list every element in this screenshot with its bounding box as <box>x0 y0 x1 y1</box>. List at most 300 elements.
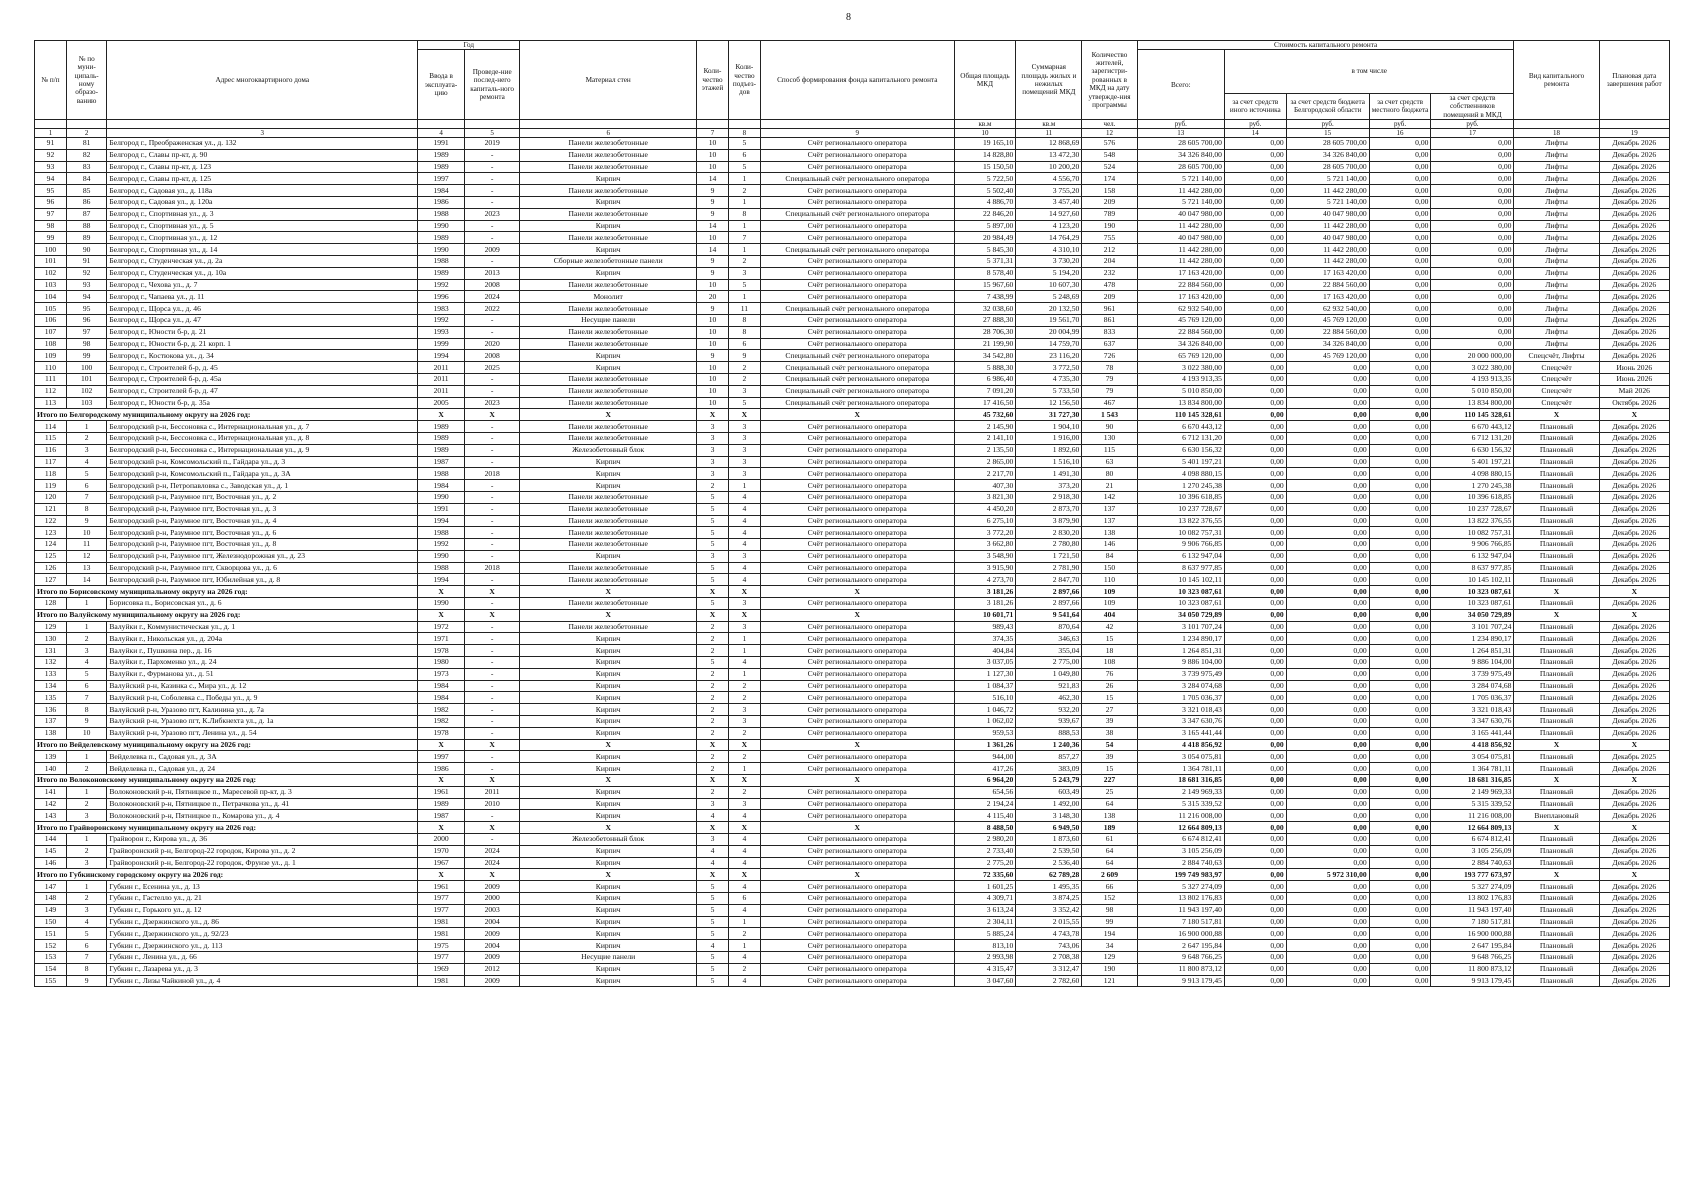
table-cell: 0,00 <box>1224 314 1286 326</box>
table-cell: 25 <box>1082 786 1137 798</box>
table-cell: 10 <box>697 149 729 161</box>
table-cell: Губкин г., Дзержинского ул., д. 86 <box>107 916 418 928</box>
table-cell: 110 <box>35 362 67 374</box>
table-row <box>35 975 1670 987</box>
table-cell: Декабрь 2026 <box>1599 255 1669 267</box>
subtotal-cell: 0,00 <box>1369 409 1431 421</box>
table-cell: 12 <box>66 550 106 562</box>
table-cell: 0,00 <box>1369 963 1431 975</box>
table-row <box>35 539 1670 551</box>
table-cell: Валуйки г., Фурманова ул., д. 51 <box>107 668 418 680</box>
table-cell: 1982 <box>418 716 465 728</box>
table-cell: 4 098 880,15 <box>1431 468 1514 480</box>
table-cell: Специальный счёт регионального оператора <box>760 173 954 185</box>
subtotal-label: Итого по Борисовскому муниципальному округу на 2026 год: <box>35 586 418 598</box>
table-cell: Счёт регионального оператора <box>760 326 954 338</box>
table-cell: 209 <box>1082 291 1137 303</box>
table-cell: 10 200,20 <box>1016 161 1082 173</box>
table-cell: Плановый <box>1514 515 1599 527</box>
table-cell: Счёт регионального оператора <box>760 314 954 326</box>
table-cell: 10 <box>697 385 729 397</box>
table-cell: Панели железобетонные <box>520 503 697 515</box>
subtotal-cell: 4 418 856,92 <box>1137 739 1224 751</box>
table-cell: - <box>464 385 519 397</box>
table-cell: Губкин г., Дзержинского ул., д. 113 <box>107 940 418 952</box>
table-cell: Белгород г., Спортивная ул., д. 3 <box>107 208 418 220</box>
table-cell: 2 918,30 <box>1016 491 1082 503</box>
table-cell: 2 <box>697 645 729 657</box>
table-cell: Декабрь 2026 <box>1599 928 1669 940</box>
table-cell: Грайворонский р-н, Белгород-22 городок, Фрунзе ул., д. 1 <box>107 857 418 869</box>
unit-cell: кв.м <box>954 120 1016 129</box>
subtotal-cell: 0,00 <box>1286 775 1369 787</box>
table-cell: 3 613,24 <box>954 904 1016 916</box>
table-cell: 2 304,11 <box>954 916 1016 928</box>
table-cell: 62 932 540,00 <box>1137 303 1224 315</box>
table-cell: Декабрь 2026 <box>1599 657 1669 669</box>
table-cell: Счёт регионального оператора <box>760 763 954 775</box>
table-cell: - <box>464 373 519 385</box>
table-cell: Кирпич <box>520 468 697 480</box>
table-cell: 3 <box>66 810 106 822</box>
table-cell: 2 <box>697 786 729 798</box>
table-cell: 4 <box>728 857 760 869</box>
table-cell: - <box>464 645 519 657</box>
table-cell: Лифты <box>1514 303 1599 315</box>
table-cell: 1989 <box>418 267 465 279</box>
table-cell: 94 <box>35 173 67 185</box>
table-cell: - <box>464 763 519 775</box>
subtotal-cell: 0,00 <box>1369 822 1431 834</box>
table-cell: 1967 <box>418 857 465 869</box>
table-cell: 2009 <box>464 951 519 963</box>
table-row <box>35 362 1670 374</box>
table-cell: 10 145 102,11 <box>1431 574 1514 586</box>
table-cell: Счёт регионального оператора <box>760 220 954 232</box>
table-row <box>35 267 1670 279</box>
table-cell: 3 915,90 <box>954 562 1016 574</box>
table-cell: 144 <box>35 834 67 846</box>
table-cell: 2 <box>66 893 106 905</box>
table-cell: 1988 <box>418 562 465 574</box>
table-cell: 0,00 <box>1286 692 1369 704</box>
table-cell: Плановый <box>1514 657 1599 669</box>
table-cell: 0,00 <box>1369 951 1431 963</box>
table-cell: 3 879,90 <box>1016 515 1082 527</box>
table-cell: 1991 <box>418 503 465 515</box>
table-cell: 0,00 <box>1286 515 1369 527</box>
table-cell: Счёт регионального оператора <box>760 338 954 350</box>
table-cell: Панели железобетонные <box>520 338 697 350</box>
table-cell: 0,00 <box>1286 432 1369 444</box>
table-cell: Плановый <box>1514 975 1599 987</box>
table-cell: Губкин г., Горького ул., д. 12 <box>107 904 418 916</box>
table-cell: 1984 <box>418 185 465 197</box>
table-cell: 3 312,47 <box>1016 963 1082 975</box>
table-cell: Кирпич <box>520 975 697 987</box>
table-cell: 5 721 140,00 <box>1137 196 1224 208</box>
table-cell: 2 847,70 <box>1016 574 1082 586</box>
subtotal-cell: 4 418 856,92 <box>1431 739 1514 751</box>
table-cell: 2020 <box>464 338 519 350</box>
table-cell: 2 <box>66 845 106 857</box>
table-cell: 1992 <box>418 279 465 291</box>
column-number-cell: 16 <box>1369 129 1431 138</box>
table-cell: 7 180 517,81 <box>1431 916 1514 928</box>
unit-cell <box>464 120 519 129</box>
table-cell: 1975 <box>418 940 465 952</box>
table-cell: 4 735,30 <box>1016 373 1082 385</box>
table-cell: Сборные железобетонные панели <box>520 255 697 267</box>
subtotal-label: Итого по Волоконовскому муниципальному округу на 2026 год: <box>35 775 418 787</box>
table-cell: 140 <box>35 763 67 775</box>
subtotal-cell: 0,00 <box>1224 586 1286 598</box>
table-cell: 2 217,70 <box>954 468 1016 480</box>
table-cell: 5 315 339,52 <box>1137 798 1224 810</box>
table-cell: 6 <box>66 480 106 492</box>
table-cell: Декабрь 2026 <box>1599 491 1669 503</box>
table-cell: Панели железобетонные <box>520 326 697 338</box>
table-cell: 148 <box>35 893 67 905</box>
table-cell: 1 <box>66 834 106 846</box>
table-cell: 11 800 873,12 <box>1431 963 1514 975</box>
table-cell: Панели железобетонные <box>520 562 697 574</box>
header-floors: Коли-чество этажей <box>697 41 729 120</box>
table-row <box>35 881 1670 893</box>
table-cell: Декабрь 2026 <box>1599 963 1669 975</box>
table-cell: Декабрь 2026 <box>1599 562 1669 574</box>
table-cell: Кирпич <box>520 550 697 562</box>
header-year-last-repair: Проведе-ние послед-него капиталь-ного ремонта <box>464 50 519 120</box>
table-cell: 34 326 840,00 <box>1286 149 1369 161</box>
table-cell: 0,00 <box>1431 326 1514 338</box>
table-cell: 7 <box>66 951 106 963</box>
table-cell: 1990 <box>418 598 465 610</box>
table-cell: 0,00 <box>1286 527 1369 539</box>
subtotal-cell: 0,00 <box>1369 586 1431 598</box>
table-cell: Губкин г., Дзержинского ул., д. 92/23 <box>107 928 418 940</box>
table-cell: 8 <box>728 326 760 338</box>
subtotal-cell: 0,00 <box>1286 609 1369 621</box>
table-cell: 0,00 <box>1369 314 1431 326</box>
table-cell: 1984 <box>418 480 465 492</box>
table-cell: Кирпич <box>520 916 697 928</box>
table-cell: Лифты <box>1514 267 1599 279</box>
table-cell: 959,53 <box>954 727 1016 739</box>
subtotal-cell: 0,00 <box>1224 775 1286 787</box>
table-cell: 14 <box>697 244 729 256</box>
table-cell: 111 <box>35 373 67 385</box>
subtotal-cell: 199 749 983,97 <box>1137 869 1224 881</box>
table-cell: - <box>464 196 519 208</box>
unit-cell: руб. <box>1369 120 1431 129</box>
table-cell: 0,00 <box>1286 598 1369 610</box>
subtotal-cell: X <box>1599 822 1669 834</box>
table-cell: 64 <box>1082 845 1137 857</box>
subtotal-cell: 0,00 <box>1224 609 1286 621</box>
table-cell: 93 <box>66 279 106 291</box>
table-cell: Панели железобетонные <box>520 621 697 633</box>
table-cell: 10 <box>66 727 106 739</box>
table-cell: Белгород г., Славы пр-кт, д. 123 <box>107 161 418 173</box>
table-cell: 0,00 <box>1224 857 1286 869</box>
table-cell: 0,00 <box>1369 279 1431 291</box>
table-cell: Счёт регионального оператора <box>760 716 954 728</box>
table-cell: Декабрь 2026 <box>1599 432 1669 444</box>
header-units-row <box>35 120 1670 129</box>
table-cell: 0,00 <box>1369 727 1431 739</box>
table-cell: 0,00 <box>1369 397 1431 409</box>
table-row <box>35 232 1670 244</box>
table-cell: 9 906 766,85 <box>1431 539 1514 551</box>
table-cell: 6 712 131,20 <box>1431 432 1514 444</box>
column-number-cell: 2 <box>66 129 106 138</box>
table-cell: 89 <box>66 232 106 244</box>
table-cell: 2 708,38 <box>1016 951 1082 963</box>
table-cell: 0,00 <box>1286 645 1369 657</box>
table-cell: 9 <box>697 196 729 208</box>
table-cell: 107 <box>35 326 67 338</box>
table-cell: 6 <box>728 893 760 905</box>
subtotal-cell: X <box>728 739 760 751</box>
table-cell: 1 084,37 <box>954 680 1016 692</box>
table-row <box>35 314 1670 326</box>
table-cell: 0,00 <box>1224 763 1286 775</box>
table-cell: Счёт регионального оператора <box>760 539 954 551</box>
table-row <box>35 138 1670 150</box>
subtotal-cell: 10 323 087,61 <box>1431 586 1514 598</box>
table-cell: 11 216 008,00 <box>1431 810 1514 822</box>
table-cell: 81 <box>66 138 106 150</box>
subtotal-cell: X <box>418 586 465 598</box>
table-cell: 870,64 <box>1016 621 1082 633</box>
table-cell: 0,00 <box>1224 350 1286 362</box>
table-cell: 1978 <box>418 645 465 657</box>
table-cell: Июнь 2026 <box>1599 362 1669 374</box>
table-row <box>35 645 1670 657</box>
table-cell: 0,00 <box>1369 763 1431 775</box>
table-cell: Белгород г., Студенческая ул., д. 2а <box>107 255 418 267</box>
table-cell: 3 <box>697 550 729 562</box>
table-cell: 1970 <box>418 845 465 857</box>
table-cell: 0,00 <box>1224 432 1286 444</box>
table-cell: 10 082 757,31 <box>1137 527 1224 539</box>
subtotal-cell: 1 240,36 <box>1016 739 1082 751</box>
table-cell: 0,00 <box>1286 798 1369 810</box>
table-cell: 138 <box>35 727 67 739</box>
column-number-cell: 15 <box>1286 129 1369 138</box>
table-cell: 11 442 280,00 <box>1137 185 1224 197</box>
table-cell: 34 326 840,00 <box>1286 338 1369 350</box>
table-cell: Октябрь 2026 <box>1599 397 1669 409</box>
table-cell: 2 <box>697 480 729 492</box>
table-cell: 3 047,60 <box>954 975 1016 987</box>
table-cell: 1 492,00 <box>1016 798 1082 810</box>
column-number-cell: 3 <box>107 129 418 138</box>
table-cell: 109 <box>35 350 67 362</box>
table-cell: 115 <box>35 432 67 444</box>
table-cell: 1978 <box>418 727 465 739</box>
table-cell: Специальный счёт регионального оператора <box>760 385 954 397</box>
table-cell: - <box>464 680 519 692</box>
table-cell: 10 396 618,85 <box>1137 491 1224 503</box>
table-cell: Декабрь 2026 <box>1599 633 1669 645</box>
table-row <box>35 515 1670 527</box>
table-cell: 1972 <box>418 621 465 633</box>
table-cell: 7 091,20 <box>954 385 1016 397</box>
table-cell: 6 670 443,12 <box>1431 421 1514 433</box>
table-cell: 0,00 <box>1369 432 1431 444</box>
table-cell: 3 022 380,00 <box>1431 362 1514 374</box>
table-cell: Панели железобетонные <box>520 161 697 173</box>
subtotal-cell: X <box>1514 775 1599 787</box>
table-cell: 5 888,30 <box>954 362 1016 374</box>
table-cell: 22 884 560,00 <box>1137 279 1224 291</box>
table-cell: 1989 <box>418 232 465 244</box>
table-cell: 102 <box>66 385 106 397</box>
table-cell: 1999 <box>418 338 465 350</box>
table-cell: 0,00 <box>1369 303 1431 315</box>
table-cell: Валуйский р-н, Уразово пгт, К.Либкнехта ул., д. 1а <box>107 716 418 728</box>
table-cell: 2 647 195,84 <box>1431 940 1514 952</box>
table-cell: Панели железобетонные <box>520 421 697 433</box>
table-cell: 861 <box>1082 314 1137 326</box>
table-cell: Вейделевка п., Садовая ул., д. 24 <box>107 763 418 775</box>
table-cell: Белгород г., Спортивная ул., д. 12 <box>107 232 418 244</box>
table-cell: 0,00 <box>1224 515 1286 527</box>
table-cell: 129 <box>35 621 67 633</box>
table-cell: 5 <box>697 904 729 916</box>
table-cell: Валуйки г., Пушкина пер., д. 16 <box>107 645 418 657</box>
table-cell: 2 536,40 <box>1016 857 1082 869</box>
table-cell: 10 <box>697 326 729 338</box>
table-cell: 3 457,40 <box>1016 196 1082 208</box>
table-cell: 143 <box>35 810 67 822</box>
table-cell: 0,00 <box>1286 539 1369 551</box>
subtotal-cell: X <box>1514 586 1599 598</box>
table-cell: 209 <box>1082 196 1137 208</box>
table-cell: 1988 <box>418 468 465 480</box>
table-cell: 4 <box>728 657 760 669</box>
subtotal-cell: X <box>1599 775 1669 787</box>
table-cell: Железобетонный блок <box>520 834 697 846</box>
table-cell: 9 913 179,45 <box>1137 975 1224 987</box>
table-cell: Счёт регионального оператора <box>760 149 954 161</box>
table-cell: 1 491,30 <box>1016 468 1082 480</box>
table-cell: 98 <box>35 220 67 232</box>
table-cell: 1989 <box>418 421 465 433</box>
table-cell: 3 <box>697 834 729 846</box>
table-cell: Плановый <box>1514 645 1599 657</box>
table-cell: 1977 <box>418 893 465 905</box>
table-cell: 2009 <box>464 244 519 256</box>
table-cell: 5 <box>697 916 729 928</box>
table-cell: 10 323 087,61 <box>1431 598 1514 610</box>
table-cell: 0,00 <box>1286 456 1369 468</box>
table-cell: 0,00 <box>1286 550 1369 562</box>
table-cell: 85 <box>66 185 106 197</box>
subtotal-cell: 0,00 <box>1369 869 1431 881</box>
table-cell: 7 <box>66 692 106 704</box>
table-row <box>35 668 1670 680</box>
table-cell: 5 248,69 <box>1016 291 1082 303</box>
table-cell: 17 163 420,00 <box>1286 291 1369 303</box>
table-cell: 18 <box>1082 645 1137 657</box>
table-cell: 0,00 <box>1369 385 1431 397</box>
table-cell: Белгородский р-н, Разумное пгт, Восточная ул., д. 6 <box>107 527 418 539</box>
table-cell: 27 <box>1082 704 1137 716</box>
table-cell: 1 364 781,11 <box>1431 763 1514 775</box>
table-cell: - <box>464 314 519 326</box>
table-row <box>35 834 1670 846</box>
table-cell: Плановый <box>1514 491 1599 503</box>
table-cell: 0,00 <box>1286 845 1369 857</box>
unit-cell <box>66 120 106 129</box>
table-cell: 137 <box>1082 503 1137 515</box>
table-cell: 3 181,26 <box>954 598 1016 610</box>
table-cell: 0,00 <box>1286 786 1369 798</box>
table-cell: 2 <box>728 680 760 692</box>
table-cell: Лифты <box>1514 149 1599 161</box>
page-number: 8 <box>846 12 851 23</box>
subtotal-cell: X <box>697 775 729 787</box>
table-cell: Лифты <box>1514 208 1599 220</box>
subtotal-cell: X <box>760 739 954 751</box>
table-cell: 2 <box>66 633 106 645</box>
table-cell: 4 <box>728 881 760 893</box>
table-cell: Плановый <box>1514 904 1599 916</box>
table-cell: 2 135,50 <box>954 444 1016 456</box>
table-cell: 0,00 <box>1369 716 1431 728</box>
header-including-group: в том числе <box>1224 50 1514 93</box>
table-cell: 0,00 <box>1369 456 1431 468</box>
table-cell: 126 <box>35 562 67 574</box>
table-cell: 116 <box>35 444 67 456</box>
table-cell: 14 759,70 <box>1016 338 1082 350</box>
table-cell: 0,00 <box>1431 244 1514 256</box>
table-cell: Кирпич <box>520 173 697 185</box>
table-cell: 355,04 <box>1016 645 1082 657</box>
table-cell: 2 <box>66 432 106 444</box>
table-cell: 5 <box>66 668 106 680</box>
table-cell: 38 <box>1082 727 1137 739</box>
table-cell: 5 315 339,52 <box>1431 798 1514 810</box>
table-cell: Декабрь 2026 <box>1599 244 1669 256</box>
table-cell: 3 548,90 <box>954 550 1016 562</box>
header-total-area: Общая площадь МКД <box>954 41 1016 120</box>
table-cell: 1 916,00 <box>1016 432 1082 444</box>
table-cell: 4 193 913,35 <box>1431 373 1514 385</box>
table-cell: 232 <box>1082 267 1137 279</box>
table-cell: 2 <box>697 716 729 728</box>
table-cell: Счёт регионального оператора <box>760 751 954 763</box>
table-cell: 3 347 630,76 <box>1431 716 1514 728</box>
table-cell: Плановый <box>1514 574 1599 586</box>
table-row <box>35 763 1670 775</box>
table-cell: 0,00 <box>1224 692 1286 704</box>
table-cell: 3 352,42 <box>1016 904 1082 916</box>
table-cell: 0,00 <box>1369 916 1431 928</box>
table-cell: 2008 <box>464 350 519 362</box>
subtotal-label: Итого по Вейделевскому муниципальному округу на 2026 год: <box>35 739 418 751</box>
table-cell: Декабрь 2026 <box>1599 185 1669 197</box>
table-cell: 20 984,49 <box>954 232 1016 244</box>
table-cell: Белгород г., Преображенская ул., д. 132 <box>107 138 418 150</box>
table-cell: 2 <box>728 751 760 763</box>
table-cell: 0,00 <box>1224 598 1286 610</box>
table-cell: 813,10 <box>954 940 1016 952</box>
table-cell: 0,00 <box>1369 480 1431 492</box>
